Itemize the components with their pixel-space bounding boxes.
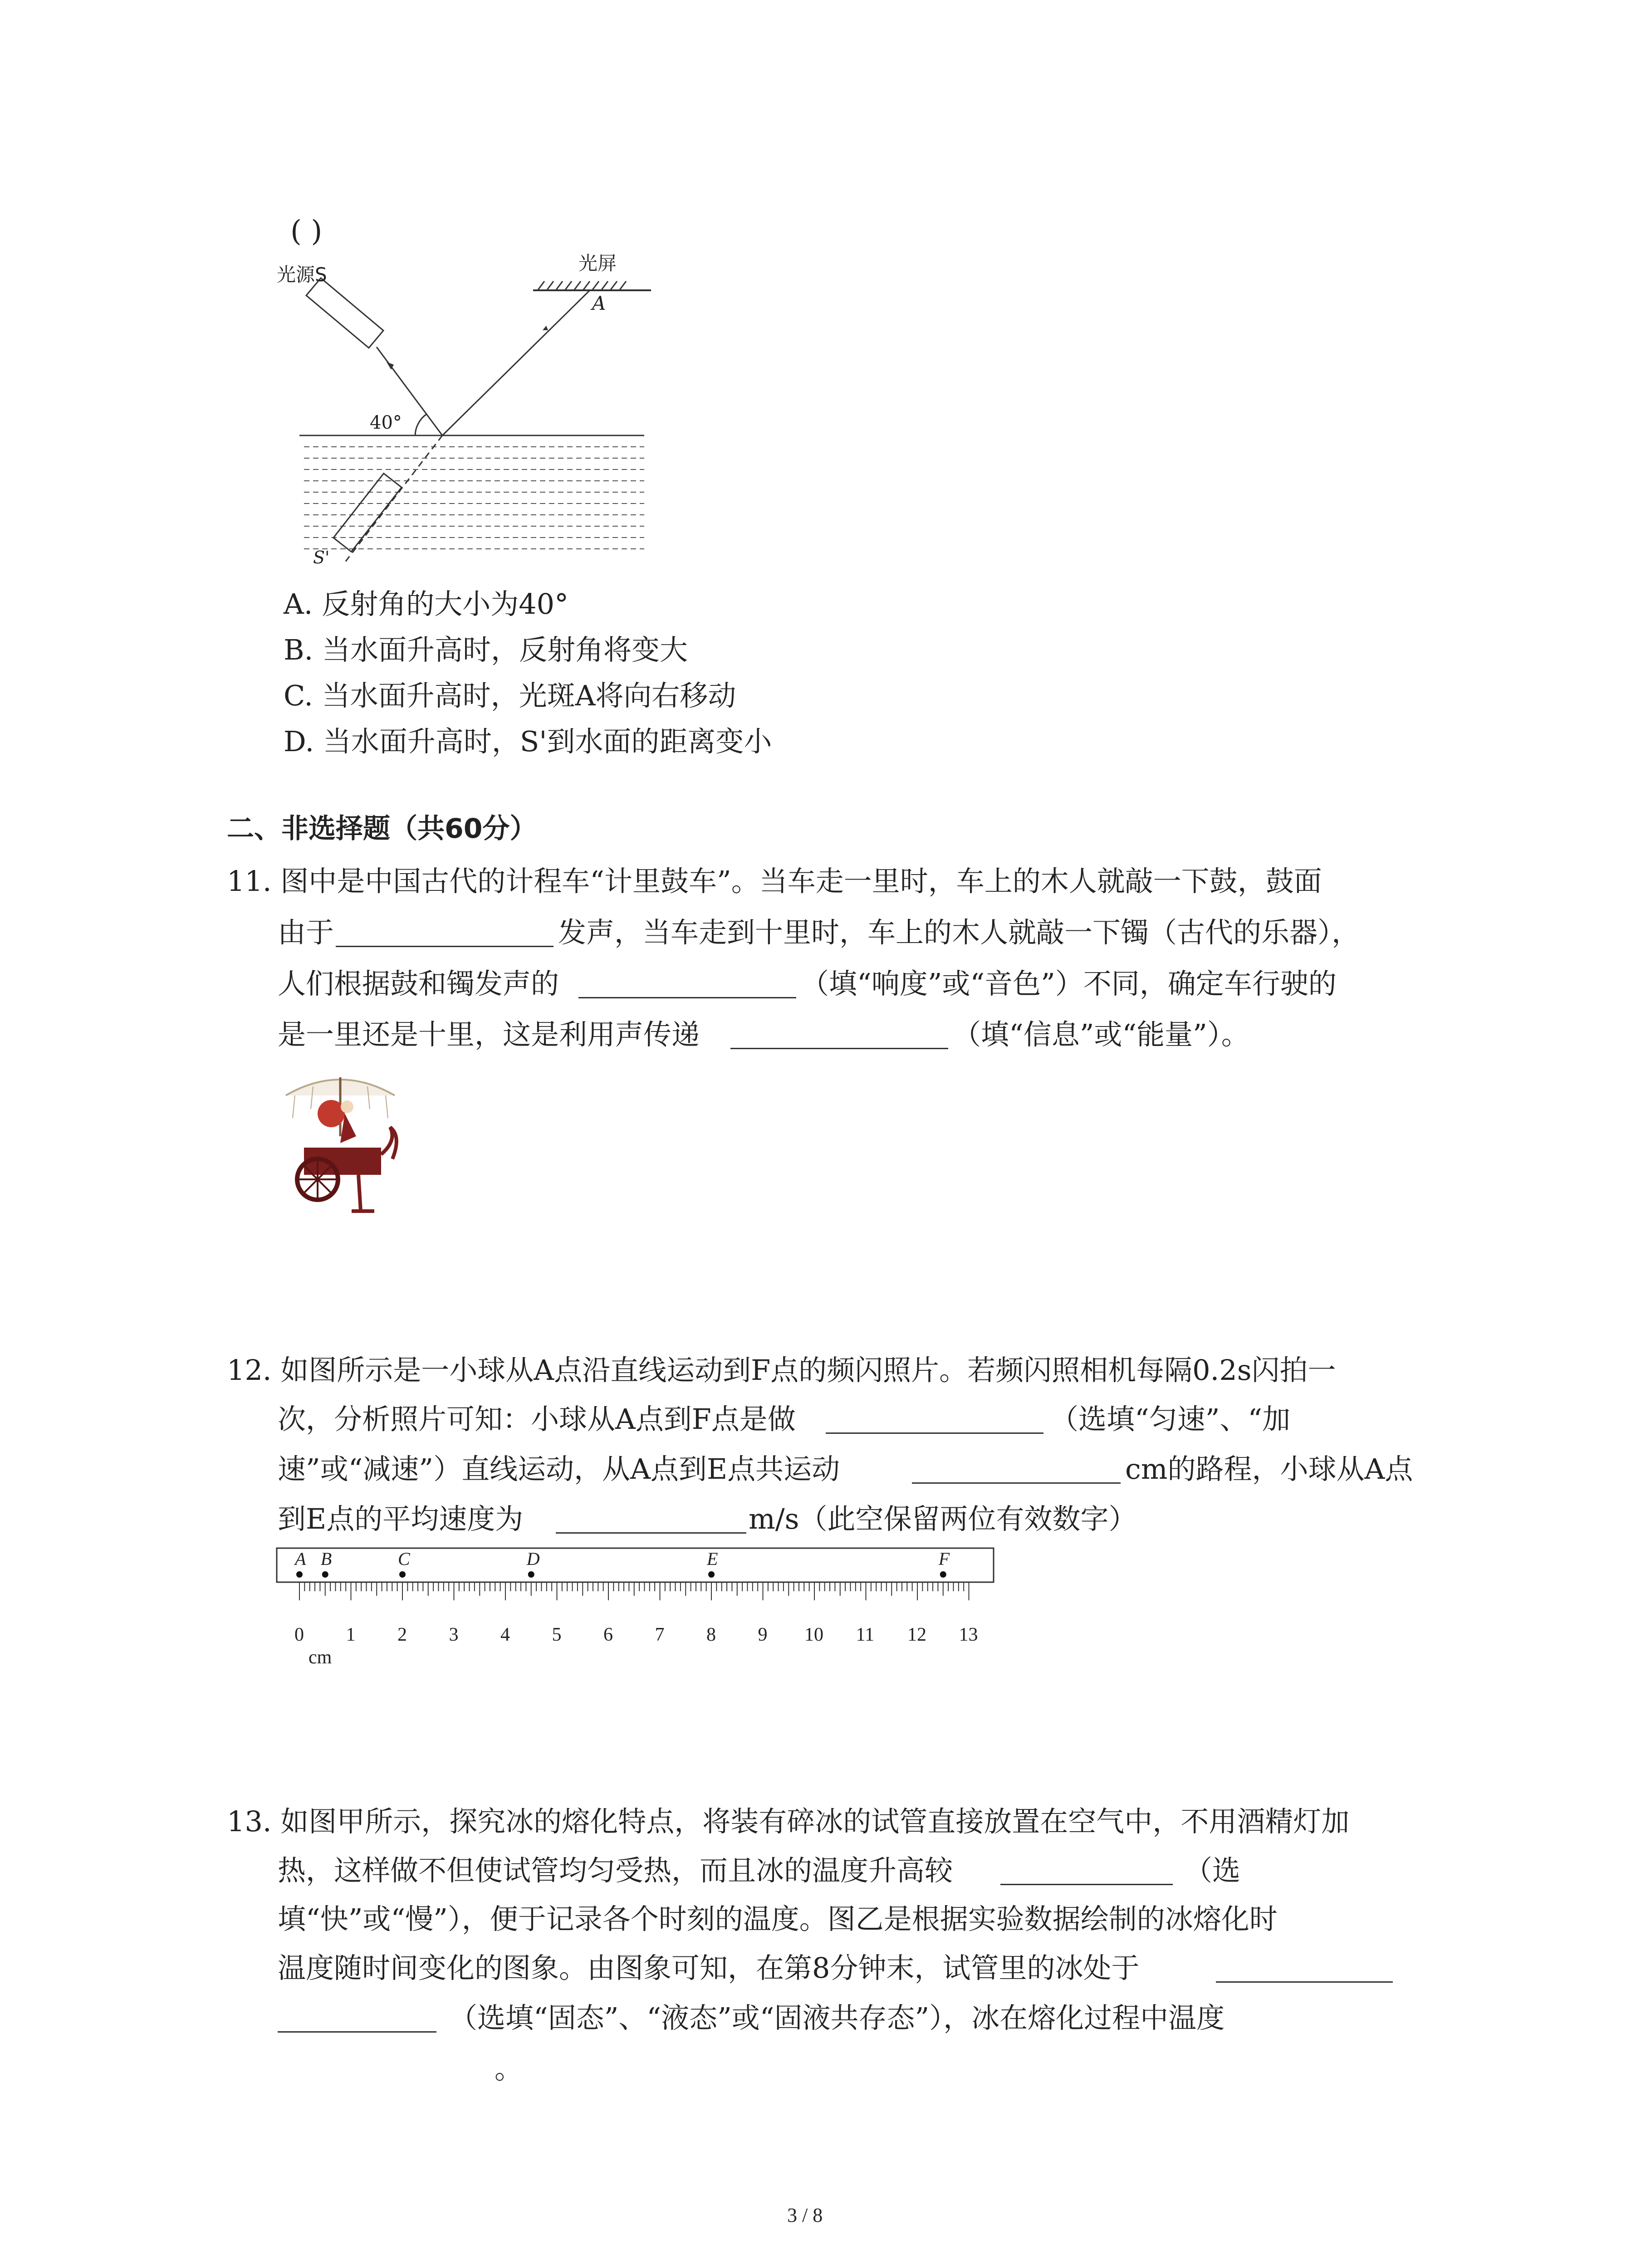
q13-line2-a: 热，这样做不但使试管均匀受热，而且冰的温度升高较 (278, 1854, 953, 1887)
ruler-number: 4 (500, 1624, 510, 1645)
q11-line3-b: （填“响度”或“音色”）不同，确定车行驶的 (801, 967, 1337, 1000)
ruler-number: 0 (294, 1624, 304, 1645)
option-c: C. 当水面升高时，光斑A将向右移动 (284, 679, 736, 712)
ruler-number: 13 (959, 1624, 978, 1645)
q13-line6: 。 (495, 2052, 523, 2085)
q11-blank-2[interactable] (578, 997, 796, 998)
q13-line3: 填“快”或“慢”），便于记录各个时刻的温度。图乙是根据实验数据绘制的冰熔化时 (278, 1902, 1278, 1936)
q13-line5: （选填“固态”、“液态”或“固液共存态”），冰在熔化过程中温度 (449, 2001, 1225, 2034)
q11-line4-b: （填“信息”或“能量”）。 (953, 1018, 1249, 1051)
ruler-number: 10 (804, 1624, 823, 1645)
q12-line2-a: 次，分析照片可知：小球从A点到F点是做 (278, 1403, 796, 1436)
ruler-number: 11 (856, 1624, 874, 1645)
q12-line3-b: cm的路程，小球从A点 (1125, 1452, 1413, 1486)
q11-blank-3[interactable] (730, 1048, 948, 1049)
image-label: S' (313, 547, 330, 567)
section-title: 二、非选择题（共60分） (227, 813, 537, 845)
point-a-label: A (592, 292, 606, 314)
option-b: B. 当水面升高时，反射角将变大 (284, 633, 688, 666)
ruler-number: 1 (346, 1624, 356, 1645)
q12-line2-b: （选填“匀速”、“加 (1050, 1403, 1291, 1436)
ruler-unit: cm (309, 1647, 332, 1668)
q12-line3-a: 速”或“减速”）直线运动，从A点到E点共运动 (278, 1452, 840, 1486)
q13-line4: 温度随时间变化的图象。由图象可知，在第8分钟末，试管里的冰处于 (278, 1951, 1140, 1984)
ruler-number: 2 (397, 1624, 407, 1645)
q12-line1: 12. 如图所示是一小球从A点沿直线运动到F点的频闪照片。若频闪照相机每隔0.2s闪拍一 (227, 1354, 1336, 1387)
drum-cart-image (277, 1064, 404, 1218)
q11-line3-a: 人们根据鼓和镯发声的 (278, 967, 559, 1000)
ruler-number: 3 (449, 1624, 459, 1645)
image-source (333, 474, 402, 552)
q12-blank-2[interactable] (912, 1482, 1121, 1484)
ruler-number: 6 (603, 1624, 613, 1645)
ruler-number: 5 (552, 1624, 562, 1645)
q11-line4-a: 是一里还是十里，这是利用声传递 (278, 1018, 700, 1051)
q13-blank-2b[interactable] (278, 2031, 436, 2033)
reflection-figure (272, 254, 662, 572)
q11-blank-1[interactable] (336, 946, 554, 947)
q13-blank-2a[interactable] (1216, 1981, 1393, 1983)
point-label-f: F (938, 1549, 950, 1569)
point-label-d: D (526, 1549, 540, 1569)
ruler-figure (272, 1545, 998, 1681)
page-number: 3 / 8 (787, 2204, 823, 2226)
light-source (306, 278, 383, 348)
q12-line4-b: m/s（此空保留两位有效数字） (749, 1502, 1137, 1535)
q12-blank-1[interactable] (826, 1432, 1043, 1434)
q11-line2-b: 发声，当车走到十里时，车上的木人就敲一下镯（古代的乐器）， (558, 916, 1360, 949)
q12-line4-a: 到E点的平均速度为 (278, 1502, 524, 1535)
light-source-label: 光源S (277, 264, 327, 286)
point-label-b: B (320, 1549, 332, 1569)
ruler-number: 8 (706, 1624, 716, 1645)
ruler-number: 12 (907, 1624, 926, 1645)
point-label-e: E (707, 1549, 718, 1569)
angle-label: 40° (370, 412, 402, 433)
option-a: A. 反射角的大小为40° (284, 587, 569, 621)
answer-bracket: ( ) (290, 215, 323, 248)
q13-line2-b: （选 (1184, 1854, 1241, 1887)
q13-line1: 13. 如图甲所示，探究冰的熔化特点，将装有碎冰的试管直接放置在空气中，不用酒精灯加 (227, 1805, 1350, 1838)
q11-line1: 11. 图中是中国古代的计程车“计里鼓车”。当车走一里时，车上的木人就敲一下鼓，鼓面 (227, 865, 1322, 898)
q13-blank-1[interactable] (1000, 1884, 1173, 1885)
ruler-number: 9 (758, 1624, 768, 1645)
ruler-number: 7 (655, 1624, 665, 1645)
q11-line2-a: 由于 (278, 916, 334, 949)
point-label-c: C (398, 1549, 410, 1569)
option-d: D. 当水面升高时，S'到水面的距离变小 (284, 725, 772, 758)
q12-blank-3[interactable] (556, 1532, 746, 1534)
screen-label: 光屏 (578, 252, 617, 274)
point-label-a: A (295, 1549, 306, 1569)
